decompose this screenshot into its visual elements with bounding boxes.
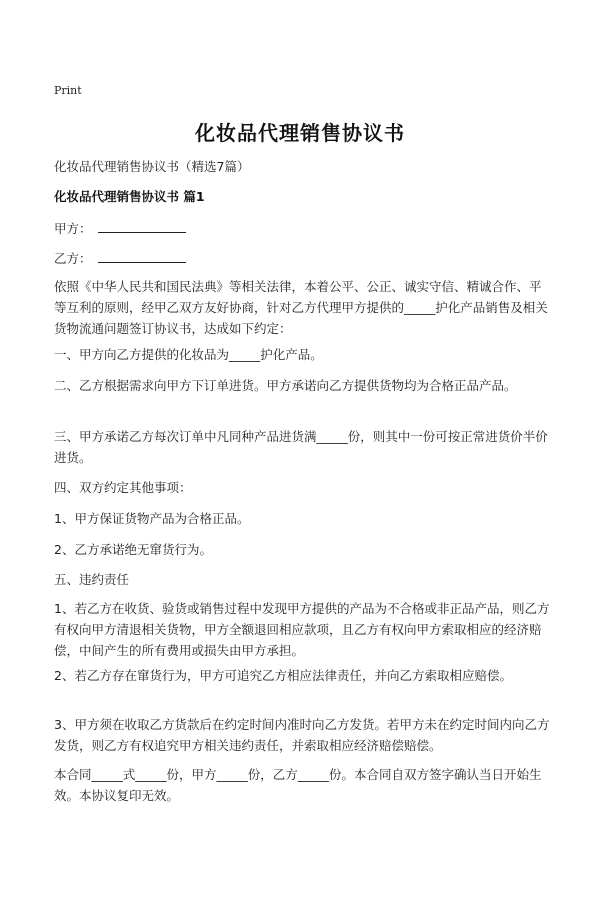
clause-4-item-1: 1、甲方保证货物产品为合格正品。 [54,511,250,526]
section-heading: 化妆品代理销售协议书 篇1 [54,189,205,204]
party-b-line [54,249,186,267]
print-link[interactable]: Print [54,84,82,97]
party-b-label: 乙方： [54,251,92,266]
clause-5-item-1: 1、若乙方在收货、验货或销售过程中发现甲方提供的产品为不合格或非正品产品，则乙方有权向甲方清退相关货物，甲方全额退回相应款项，且乙方有权向甲方索取相应的经济赔偿，中间产生的所有费用或损失由甲方承担。 [54,601,550,658]
clause-4-item-2: 2、乙方承诺绝无窜货行为。 [54,542,212,557]
clause-2: 二、乙方根据需求向甲方下订单进货。甲方承诺向乙方提供货物均为合格正品产品。 [54,378,517,393]
closing-paragraph: 本合同_____式_____份，甲方_____份，乙方_____份。本合同自双方签字确认当日开始生效。本协议复印无效。 [54,767,542,803]
clause-5-heading: 五、违约责任 [54,572,130,587]
document-title: 化妆品代理销售协议书 [195,121,405,145]
document-subtitle: 化妆品代理销售协议书（精选7篇） [54,159,250,174]
clause-5-item-2: 2、若乙方存在窜货行为，甲方可追究乙方相应法律责任，并向乙方索取相应赔偿。 [54,668,512,683]
clause-1: 一、甲方向乙方提供的化妆品为_____护化产品。 [54,347,323,362]
party-b-blank [98,250,186,263]
clause-5-item-3: 3、甲方须在收取乙方货款后在约定时间内准时向乙方发货。若甲方未在约定时间内向乙方发货，则乙方有权追究甲方相关违约责任，并索取相应经济赔偿赔偿。 [54,717,550,753]
party-a-label: 甲方： [54,221,92,236]
clause-3: 三、甲方承诺乙方每次订单中凡同种产品进货满_____份，则其中一份可按正常进货价半价进货。 [54,429,548,465]
party-a-blank [98,220,186,233]
intro-paragraph: 依照《中华人民共和国民法典》等相关法律，本着公平、公正、诚实守信、精诚合作、平等互利的原则，经甲乙双方友好协商，针对乙方代理甲方提供的_____护化产品销售及相关货物流通问题签订协议书，达成如下约定： [54,279,548,336]
clause-4-heading: 四、双方约定其他事项： [54,480,192,495]
party-a-line [54,219,186,237]
